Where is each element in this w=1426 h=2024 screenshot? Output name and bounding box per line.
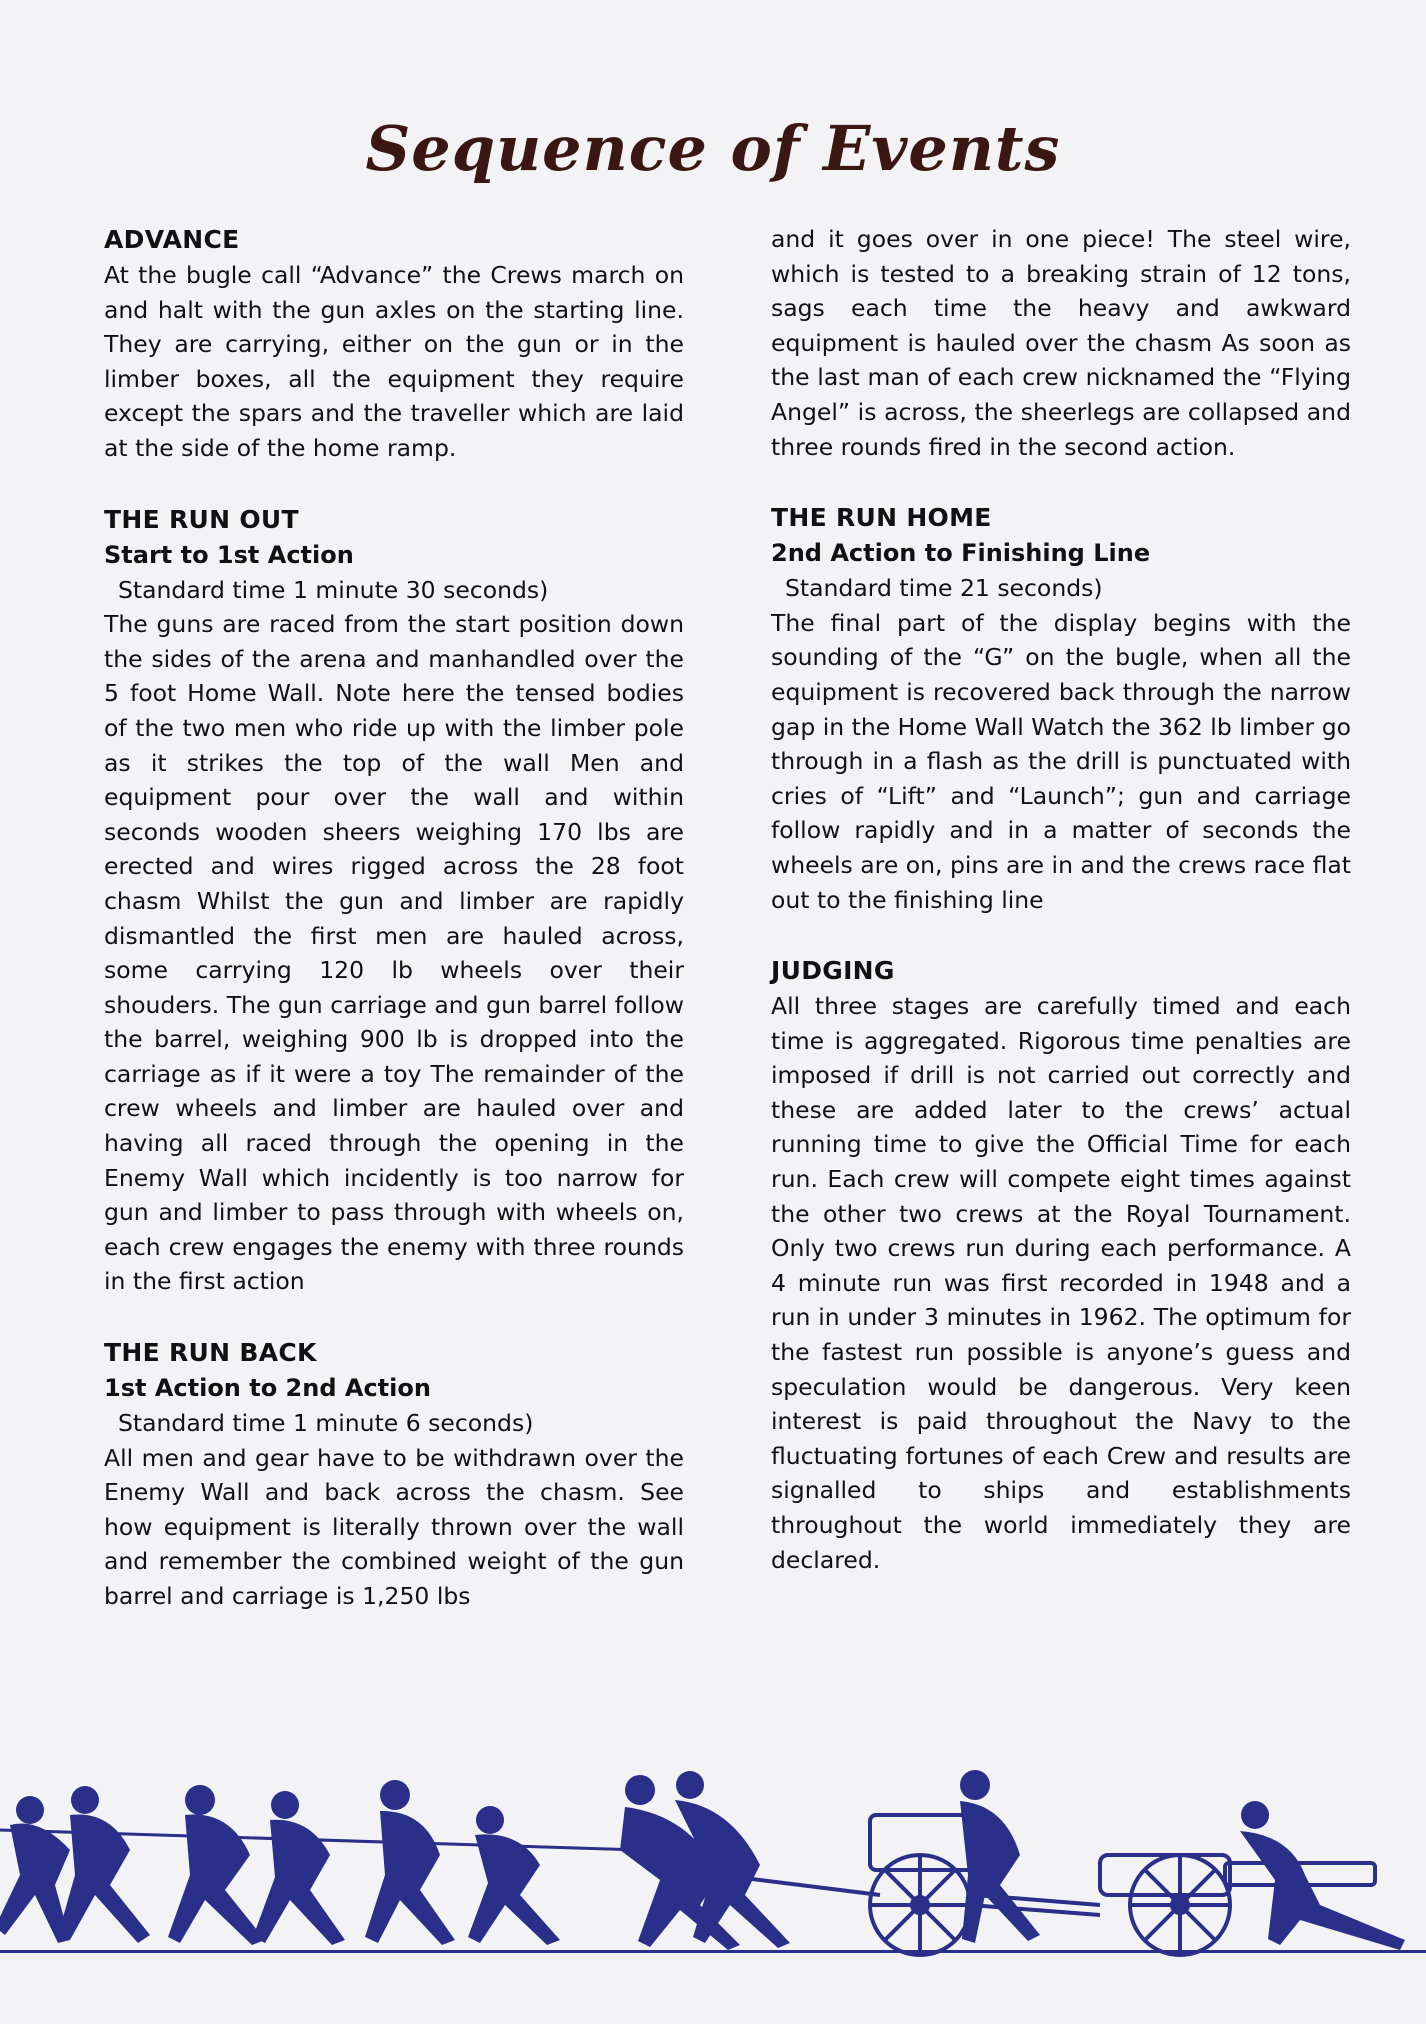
crew-figure (468, 1806, 560, 1945)
left-column (104, 222, 684, 1614)
run-home-text: The final part of the display begins with the sounding of the “G” on the bugle, when all the equipment is recovered back through the narrow gap in the Home Wall Watch the 362 lb limber go through in a flash as the drill is punctuated with cries of “Lift” and “Launch”; gun and carriage follow rapidly and in a matter of seconds the wheels are on, pins are in and the crews race flat out to the finishing line (771, 608, 1351, 914)
judging-heading: JUDGING (771, 956, 895, 986)
run-out-text: The guns are raced from the start position down the sides of the arena and manhandled over the 5 foot Home Wall. Note here the tensed bodies of the two men who ride up with the limber pole as it strikes the top of the wall Men and equipment pour over the wall and within seconds wooden sheers weighing 170 lbs are erected and wires rigged across the 28 foot chasm Whilst the gun and limber are rapidly dismantled the first men are hauled across, some carrying 120 lb wheels over their shouders. The gun carriage and gun barrel follow the barrel, weighing 900 lb is dropped into the carriage as if it were a toy The remainder of the crew wheels and limber are hauled over and having all raced through the opening in the Enemy Wall which incidently is too narrow for gun and limber to pass through with wheels on, each crew engages the enemy with three rounds in the first action (104, 610, 684, 1296)
crew-figure (253, 1791, 345, 1945)
run-back-continuation-text: and it goes over in one piece! The steel wire, which is tested to a breaking strain of 12 tons, sags each time the heavy and awkward equipment is hauled over the chasm As soon as the last man of each crew nicknamed the “Flying Angel” is across, the sheerlegs are collapsed and three rounds fired in the second action. (771, 225, 1351, 461)
crew-figure (1240, 1801, 1405, 1950)
crew-figure (365, 1780, 455, 1945)
run-home-heading: THE RUN HOME (771, 503, 992, 533)
run-out-heading: THE RUN OUT (104, 504, 299, 534)
right-column (771, 222, 1351, 1577)
run-out-subheading: Start to 1st Action (104, 540, 354, 569)
run-home-subheading: 2nd Action to Finishing Line (771, 539, 1151, 568)
run-back-standard-time: Standard time 1 minute 6 seconds) (118, 1409, 534, 1438)
run-back-heading: THE RUN BACK (104, 1338, 317, 1368)
field-gun-crew-illustration (0, 1755, 1426, 1965)
judging-text: All three stages are carefully timed and each time is aggregated. Rigorous time penalties are imposed if drill is not carried out correctly and these are added later to the crews’ actual running time to give the Official Time for each run. Each crew will compete eight times against the other two crews at the Royal Tournament. Only two crews run during each performance. A 4 minute run was first recorded in 1948 and a run in under 3 minutes in 1962. The optimum for the fastest run possible is anyone’s guess and speculation would be dangerous. Very keen interest is paid throughout the Navy to the fluctuating fortunes of each Crew and results are signalled to ships and establishments throughout the world immediately they are declared. (771, 992, 1351, 1574)
crew-figure (960, 1770, 1040, 1943)
crew-figure (58, 1786, 150, 1943)
advance-heading: ADVANCE (104, 225, 240, 254)
advance-text: At the bugle call “Advance” the Crews march on and halt with the gun axles on the starting line. They are carrying, either on the gun or in the limber boxes, all the equipment they require except the spars and the traveller which are laid at the side of the home ramp. (104, 261, 684, 462)
run-back-text: All men and gear have to be withdrawn over the Enemy Wall and back across the chasm. See how equipment is literally thrown over the wall and remember the combined weight of the gun barrel and carriage is 1,250 lbs (104, 1443, 684, 1610)
run-out-standard-time: Standard time 1 minute 30 seconds) (118, 575, 549, 604)
page-title: Sequence of Events (365, 112, 1061, 185)
crew-figure (0, 1796, 70, 1943)
run-back-subheading: 1st Action to 2nd Action (104, 1374, 431, 1403)
footer-rule (0, 1950, 1426, 1953)
run-home-standard-time: Standard time 21 seconds) (785, 574, 1103, 603)
crew-figure (168, 1785, 265, 1945)
